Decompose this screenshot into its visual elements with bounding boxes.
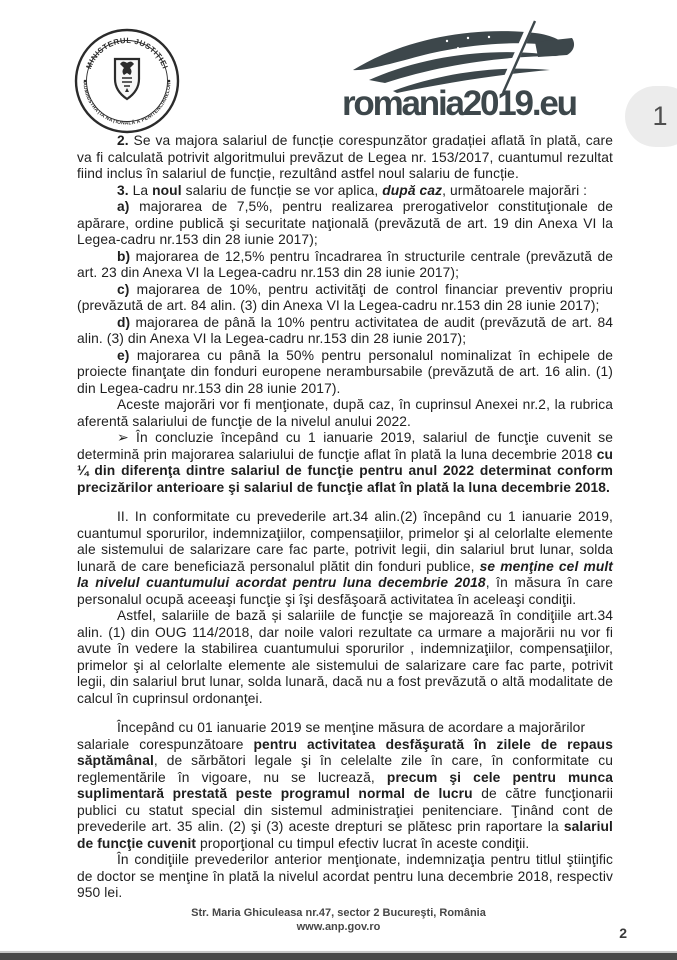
paragraph: Aceste majorări vor fi menţionate, după caz, în cuprinsul Anexei nr.2, la rubrica aferentă salariului de funcţie de la nivelul anului 2022. <box>77 397 613 429</box>
paragraph: ➢ În concluzie începând cu 1 ianuarie 2019, salariul de funcţie cuvenit se determină prin majorarea salariului de funcţie aflat în plată la luna decembrie 2018 cu ¼ din diferenţa dintre salariul de funcţie pentru anul 2022 determinat conform precizărilor anterioare şi salariul de funcţie aflat în plată la luna decembrie 2018. <box>77 430 613 495</box>
footer-website: www.anp.gov.ro <box>296 921 381 933</box>
paragraph: 3. La noul salariu de funcție se vor aplica, după caz, următoarele majorări : <box>117 182 588 198</box>
bottom-edge-divider <box>0 951 677 960</box>
ministry-of-justice-seal-icon <box>72 26 182 136</box>
paragraph: salariale corespunzătoare pentru activitatea desfăşurată în zilele de repaus săptămânal, de sărbători legale şi în celelalte zile în care, în conformitate cu reglementările în vigoare, nu se lucrează, precum şi cele pentru munca suplimentară prestată peste programul normal de lucru de către funcţionarii publici cu statut special din sistemul administraţiei penitenciare. Ţinând cont de prevederile art. 35 alin. (2) şi (3) aceste drepturi se plătesc prin raportare la salariul de funcţie cuvenit proporţional cu timpul efectiv lucrat în aceste condiţii. <box>77 736 614 851</box>
page-number: 2 <box>619 925 627 941</box>
paragraph: a) majorarea de 7,5%, pentru realizarea prerogativelor constituţionale de apărare, ordine publică şi securitate naţională (prevăzută de art. 19 din Anexa VI la Legea-cadru nr.153 din 28 iunie 2017); <box>77 199 613 247</box>
footer-address: Str. Maria Ghiculeasa nr.47, sector 2 Bucureşti, România <box>191 907 486 919</box>
seal-top-text: MINISTERUL JUSTIȚIEI <box>84 35 170 71</box>
document-footer <box>0 906 677 934</box>
paragraph: Astfel, salariile de bază și salariile de funcţie se majorează în condiţiile art.34 alin. (1) din OUG 114/2018, dar noile valori rezultate ca urmare a majorării nu vor fi avute în vedere la stabilirea cuantumului sporurilor , indemnizaţiilor, compensaţiilor, primelor şi al celorlalte elemente ale sistemului de salarizare care fac parte, potrivit legii, din salariul brut lunar, solda lunară, dacă nu a fost prevăzută o altă modalitate de calcul în cuprinsul ordonanţei. <box>77 608 613 706</box>
paragraph: b) majorarea de 12,5% pentru încadrarea în structurile centrale (prevăzută de art. 23 din Anexa VI la Legea-cadru nr.153 din 28 iunie 2017); <box>77 248 613 280</box>
document-header <box>0 0 677 133</box>
paragraph: d) majorarea de până la 10% pentru activitatea de audit (prevăzută de art. 84 alin. (3) din Anexa VI la Legea-cadru nr.153 din 28 iunie 2017); <box>77 314 614 346</box>
paragraph: În condiţiile prevederilor anterior menţionate, indemnizaţia pentru titlul ştiinţific de doctor se menţine în plată la nivelul acordat pentru luna decembrie 2018, respectiv 950 lei. <box>77 852 613 900</box>
page-indicator-label: 1 <box>652 101 668 131</box>
logo-wordmark: romania2019.eu <box>342 84 578 122</box>
paragraph: Începând cu 01 ianuarie 2019 se menţine măsura de acordare a majorărilor <box>117 720 586 735</box>
coat-of-arms-icon <box>115 59 139 99</box>
paragraph: e) majorarea cu până la 50% pentru personalul nominalizat în echipele de proiecte finanţate din fonduri europene nerambursabile (prevăzută de art. 16 alin. (1) din Legea-cadru nr.153 din 28 iunie 2017). <box>77 347 613 396</box>
paragraph: II. In conformitate cu prevederile art.34 alin.(2) începând cu 1 ianuarie 2019, cuantumul sporurilor, indemnizaţiilor, compensaţiilor, primelor şi al celorlalte elemente ale sistemului de salarizare care fac parte, potrivit legii, din salariul brut lunar, solda lunară de care beneficiază personalul plătit din fonduri publice, se menţine cel mult la nivelul cuantumului acordat pentru luna decembrie 2018, în măsura în care personalul ocupă aceeaşi funcţie şi îşi desfăşoară activitatea în aceleaşi condiţii. <box>77 509 613 607</box>
page-indicator[interactable] <box>625 86 677 147</box>
document-body <box>0 133 677 902</box>
seal-bottom-text: ADMINISTRAȚIA NAȚIONALĂ A PENITENCIARELOR <box>81 82 173 127</box>
paragraph: c) majorarea de 10%, pentru activităţi de control financiar preventiv propriu (prevăzută de art. 84 alin. (3) din Anexa VI la Legea-cadru nr.153 din 28 iunie 2017); <box>77 281 613 313</box>
paragraph: 2. Se va majora salariul de funcție corespunzător gradației aflată în plată, care va fi calculată potrivit algoritmului prevăzut de Legea nr. 153/2017, cuantumul rezultat fiind inclus în salariul de funcție, rezultând astfel noul salariu de funcție. <box>77 133 613 181</box>
romania2019-logo <box>334 18 586 122</box>
